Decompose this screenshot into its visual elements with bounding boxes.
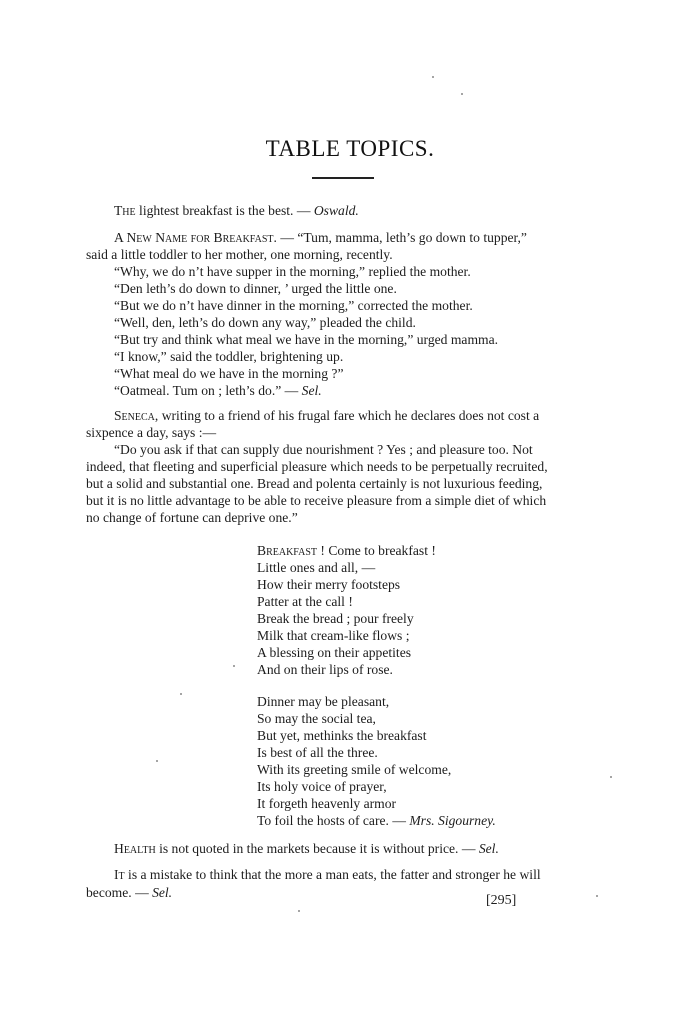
lead-word: Seneca, — [114, 408, 159, 423]
citation: Sel. — [301, 383, 322, 398]
section-heading: A New Name for Breakfast. — [114, 230, 277, 245]
text-line: “What meal do we have in the morning ?” — [114, 366, 344, 381]
lead-word: It — [114, 867, 125, 882]
lead-word: The — [114, 203, 136, 218]
scan-speck — [180, 693, 182, 695]
paragraph-text: is not quoted in the markets because it is without price. — — [155, 841, 479, 856]
scan-speck — [461, 93, 463, 95]
text-line: “But we do n’t have dinner in the morning,” corrected the mother. — [114, 298, 473, 313]
poem-line — [257, 542, 436, 559]
poem-line: So may the social tea, — [257, 711, 376, 726]
poem-line: Break the bread ; pour freely — [257, 611, 414, 626]
poem-line: A blessing on their appetites — [257, 645, 412, 660]
poem-line: And on their lips of rose. — [257, 662, 393, 677]
scan-speck — [298, 910, 300, 912]
scan-speck — [432, 76, 434, 78]
poem-line: But yet, methinks the breakfast — [257, 728, 427, 743]
poem-line: Patter at the call ! — [257, 594, 353, 609]
text-line: become. — — [86, 885, 153, 900]
citation: Oswald. — [313, 203, 359, 218]
poem-line: With its greeting smile of welcome, — [257, 762, 452, 777]
scan-speck — [233, 665, 235, 667]
paragraph-oswald — [114, 202, 359, 219]
paragraph-mistake-line1 — [114, 866, 541, 883]
paragraph-seneca-line1 — [114, 407, 539, 424]
text-line: “Why, we do n’t have supper in the morning,” replied the mother. — [114, 264, 471, 279]
text-line: said a little toddler to her mother, one morning, recently. — [86, 247, 393, 262]
poem-line: Little ones and all, — — [257, 560, 376, 575]
poem-line: Milk that cream-like flows ; — [257, 628, 410, 643]
citation: Sel. — [152, 885, 173, 900]
citation: Mrs. Sigourney. — [409, 813, 496, 828]
scan-speck — [156, 760, 158, 762]
poem-line: Dinner may be pleasant, — [257, 694, 390, 709]
text-line: “Oatmeal. Tum on ; leth’s do.” — — [114, 383, 302, 398]
text-line: writing to a friend of his frugal fare which he declares does not cost a — [158, 408, 540, 423]
lead-word: Health — [114, 841, 156, 856]
text-line: but a solid and substantial one. Bread and polenta certainly is not luxurious feeding, — [86, 476, 543, 491]
text-line-with-citation — [86, 884, 172, 901]
text-line: indeed, that fleeting and superficial pleasure which needs to be perpetually recruited, — [86, 459, 548, 474]
lead-word: Breakfast — [257, 543, 317, 558]
page-title: TABLE TOPICS. — [265, 136, 435, 161]
text-line: but it is no little advantage to be able to receive pleasure from a simple diet of which — [86, 493, 547, 508]
poem-line: Is best of all the three. — [257, 745, 378, 760]
poem-text: To foil the hosts of care. — — [257, 813, 410, 828]
page-number: [295] — [486, 893, 517, 908]
paragraph-health — [114, 840, 499, 857]
text-line: “Do you ask if that can supply due nourishment ? Yes ; and pleasure too. Not — [114, 442, 533, 457]
citation: Sel. — [478, 841, 499, 856]
text-line: is a mistake to think that the more a man eats, the fatter and stronger he will — [124, 867, 541, 882]
poem-line: How their merry footsteps — [257, 577, 401, 592]
poem-line-with-citation — [257, 812, 496, 829]
title-rule — [312, 177, 374, 179]
paragraph-text: lightest breakfast is the best. — — [135, 203, 314, 218]
paragraph-new-name-line1 — [114, 229, 527, 246]
text-line: “But try and think what meal we have in the morning,” urged mamma. — [114, 332, 499, 347]
text-line: sixpence a day, says :— — [86, 425, 217, 440]
text-line: “Well, den, leth’s do down any way,” pleaded the child. — [114, 315, 416, 330]
text-line: “Den leth’s do down to dinner, ’ urged the little one. — [114, 281, 397, 296]
text-line: — “Tum, mamma, leth’s go down to tupper,” — [276, 230, 527, 245]
poem-line: It forgeth heavenly armor — [257, 796, 397, 811]
scan-speck — [596, 895, 598, 897]
poem-line: Its holy voice of prayer, — [257, 779, 387, 794]
text-line: “I know,” said the toddler, brightening up. — [114, 349, 344, 364]
text-line-with-citation — [114, 382, 322, 399]
text-line: no change of fortune can deprive one.” — [86, 510, 298, 525]
poem-text: ! Come to breakfast ! — [317, 543, 436, 558]
scan-speck — [610, 776, 612, 778]
